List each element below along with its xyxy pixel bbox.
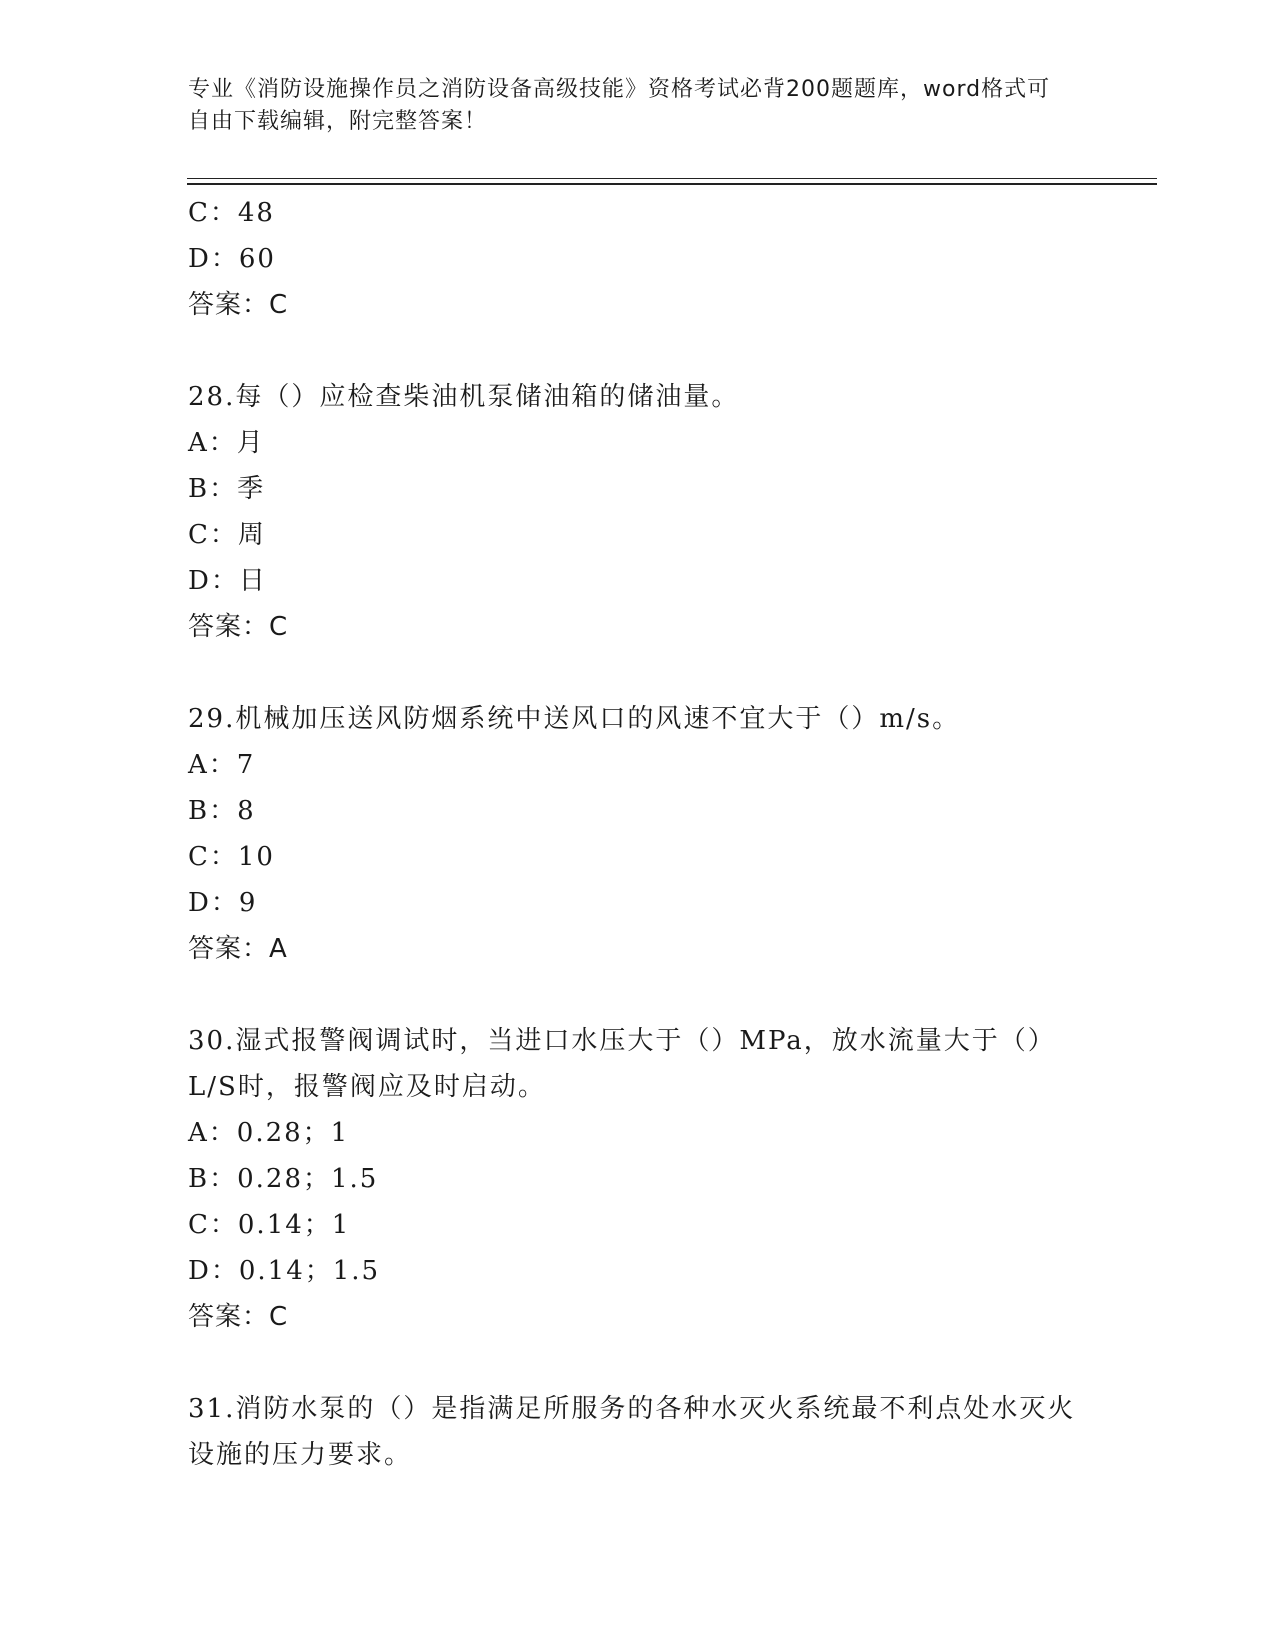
question-stem: 31.消防水泵的（）是指满足所服务的各种水灭火系统最不利点处水灭火设施的压力要求。 — [188, 1394, 1076, 1470]
spacer — [188, 972, 1088, 1018]
option-a: A：7 — [188, 750, 256, 780]
question-stem: 30.湿式报警阀调试时，当进口水压大于（）MPa，放水流量大于（）L/S时，报警阀应及时启动。 — [188, 1026, 1056, 1102]
spacer — [188, 650, 1088, 696]
header-divider-thin — [187, 178, 1157, 179]
question-29 — [188, 696, 1088, 972]
option-c: C：48 — [188, 198, 275, 228]
option-d: D：日 — [188, 566, 267, 596]
question-30 — [188, 1018, 1088, 1340]
spacer — [188, 1340, 1088, 1386]
answer-line: 答案：C — [188, 612, 289, 642]
question-stem: 29.机械加压送风防烟系统中送风口的风速不宜大于（）m/s。 — [188, 704, 961, 734]
spacer — [188, 328, 1088, 374]
question-28 — [188, 374, 1088, 650]
option-a: A：0.28；1 — [188, 1118, 350, 1148]
answer-line: 答案：C — [188, 290, 289, 320]
option-a: A：月 — [188, 428, 265, 458]
option-c: C：10 — [188, 842, 275, 872]
option-d: D：60 — [188, 244, 276, 274]
option-b: B：8 — [188, 796, 256, 826]
question-stem: 28.每（）应检查柴油机泵储油箱的储油量。 — [188, 382, 740, 412]
answer-line: 答案：A — [188, 934, 288, 964]
header-divider-thick — [187, 183, 1157, 185]
option-d: D：0.14；1.5 — [188, 1256, 381, 1286]
option-c: C：周 — [188, 520, 266, 550]
option-c: C：0.14；1 — [188, 1210, 351, 1240]
option-b: B：0.28；1.5 — [188, 1164, 379, 1194]
question-list — [188, 190, 1088, 1478]
question-31 — [188, 1386, 1088, 1478]
option-d: D：9 — [188, 888, 258, 918]
document-header: 专业《消防设施操作员之消防设备高级技能》资格考试必背200题题库，word格式可自由下载编辑，附完整答案！ — [188, 77, 1051, 134]
answer-line: 答案：C — [188, 1302, 289, 1332]
option-b: B：季 — [188, 474, 266, 504]
question-27-continued — [188, 190, 1088, 328]
